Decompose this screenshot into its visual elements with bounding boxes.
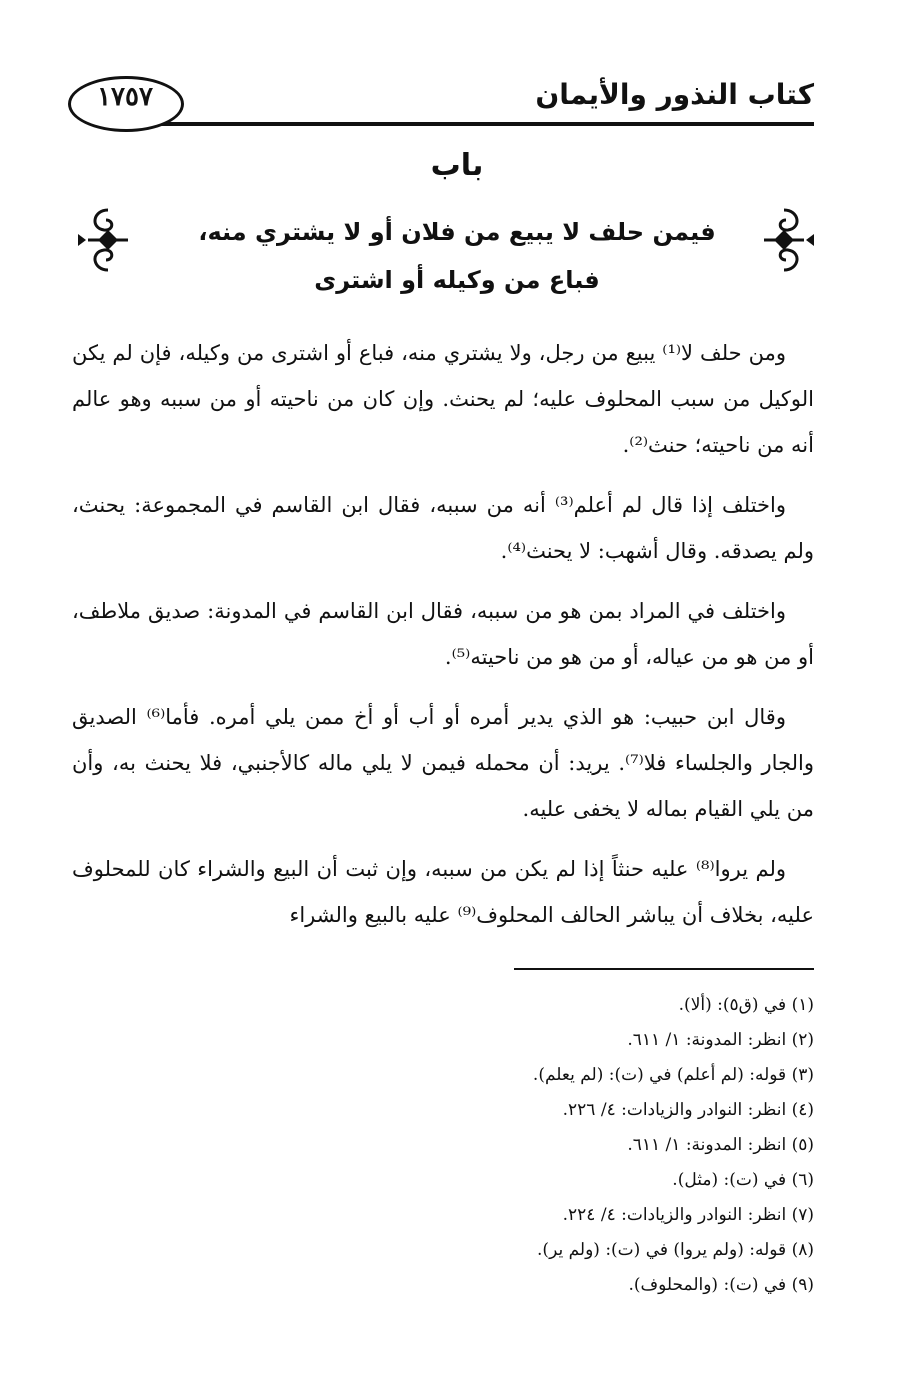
footnote: (٥) انظر: المدونة: ١/ ٦١١. — [627, 1135, 814, 1155]
footnote: (٨) قوله: (ولم يروا) في (ت): (ولم ير). — [537, 1240, 814, 1260]
footnotes — [100, 988, 814, 1303]
scroll-ornament-icon — [754, 200, 814, 280]
scroll-ornament-icon — [78, 200, 138, 280]
footnote-separator — [514, 968, 814, 970]
footnote: (٧) انظر: النوادر والزيادات: ٤/ ٢٢٤. — [562, 1205, 814, 1225]
header-rule — [160, 122, 814, 126]
footnote: (٦) في (ت): (مثل). — [672, 1170, 814, 1190]
paragraph: ومن حلف لا⁽¹⁾ يبيع من رجل، ولا يشتري منه، فباع أو اشترى من وكيله، فإن لم يكن الوكيل من سبب المحلوف عليه؛ لم يحنث. وإن كان من ناحيته أو من سببه وهو عالم أنه من ناحيته؛ حنث⁽²⁾. — [72, 341, 814, 457]
footnote: (٤) انظر: النوادر والزيادات: ٤/ ٢٢٦. — [562, 1100, 814, 1120]
paragraph: واختلف إذا قال لم أعلم⁽³⁾ أنه من سببه، فقال ابن القاسم في المجموعة: يحنث، ولم يصدقه. وقال أشهب: لا يحنث⁽⁴⁾. — [72, 493, 814, 563]
chapter-label: باب — [430, 148, 484, 183]
running-title: كتاب النذور والأيمان — [535, 78, 814, 111]
main-text — [72, 330, 814, 952]
chapter-title-line-1: فيمن حلف لا يبيع من فلان أو لا يشتري منه، — [198, 218, 716, 246]
paragraph: ولم يروا⁽⁸⁾ عليه حنثاً إذا لم يكن من سببه، وإن ثبت أن البيع والشراء كان للمحلوف عليه، بخلاف أن يباشر الحالف المحلوف⁽⁹⁾ عليه بالبيع والشراء — [72, 857, 814, 927]
page-number: ١٧٥٧ — [97, 82, 153, 112]
footnote: (٢) انظر: المدونة: ١/ ٦١١. — [627, 1030, 814, 1050]
chapter-title — [160, 208, 754, 304]
paragraph: واختلف في المراد بمن هو من سببه، فقال ابن القاسم في المدونة: صديق ملاطف، أو من هو من عياله، أو من هو من ناحيته⁽⁵⁾. — [72, 599, 814, 669]
footnote: (٩) في (ت): (والمحلوف). — [628, 1275, 814, 1295]
footnote: (١) في (ق٥): (ألا). — [678, 995, 814, 1015]
chapter-title-line-2: فباع من وكيله أو اشترى — [314, 266, 600, 294]
paragraph: وقال ابن حبيب: هو الذي يدير أمره أو أب أو أخ ممن يلي أمره. فأما⁽⁶⁾ الصديق والجار والجلساء فلا⁽⁷⁾. يريد: أن محمله فيمن لا يلي ماله كالأجنبي، فلا يحنث به، وأن من يلي القيام بماله لا يخفى عليه. — [72, 705, 815, 821]
footnote: (٣) قوله: (لم أعلم) في (ت): (لم يعلم). — [532, 1065, 814, 1085]
